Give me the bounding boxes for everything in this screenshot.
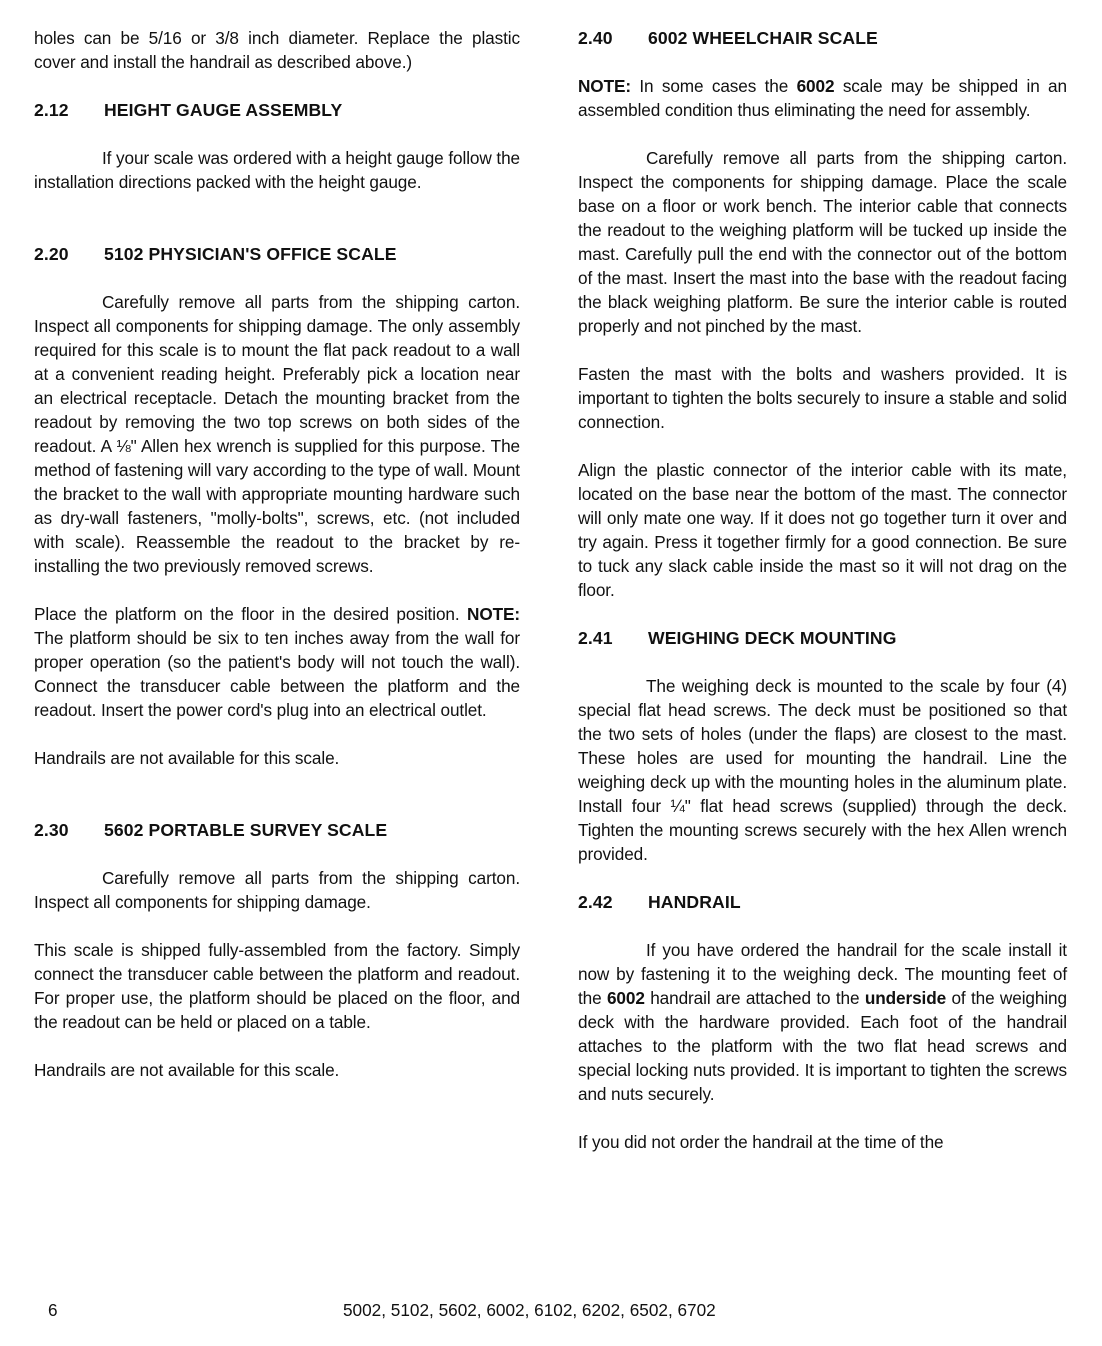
paragraph-text: If you have ordered the handrail for the scale install it now by fastening it to the weighing deck. The mounting feet of the	[578, 940, 1067, 1008]
section-2-12-heading	[34, 98, 520, 122]
height-gauge-paragraph: If your scale was ordered with a height gauge follow the installation directions packed with the height gauge.	[34, 148, 520, 192]
survey-scale-handrail-note: Handrails are not available for this scale.	[34, 1060, 340, 1080]
section-number: 2.41	[578, 628, 613, 648]
section-title: HEIGHT GAUGE ASSEMBLY	[104, 100, 343, 120]
section-number: 2.30	[34, 820, 69, 840]
paragraph-text: Place the platform on the floor in the desired position.	[34, 604, 460, 624]
page-footer	[0, 1298, 1102, 1322]
intro-paragraph: holes can be 5/16 or 3/8 inch diameter. Replace the plastic cover and install the handrail as described above.)	[34, 28, 520, 72]
left-column	[34, 26, 520, 1082]
model-list: 5002, 5102, 5602, 6002, 6102, 6202, 6502, 6702	[343, 1300, 716, 1320]
wheelchair-note-paragraph	[578, 74, 1067, 122]
section-2-20-heading	[34, 242, 520, 266]
deck-mounting-paragraph: The weighing deck is mounted to the scale by four (4) special flat head screws. The deck must be positioned so that the two sets of holes (under the flaps) are closest to the mast. These holes are used for mounting the handrail. Line the weighing deck up with the mounting holes in the aluminum plate. Install four ¼" flat head screws (supplied) through the deck. Tighten the mounting screws securely with the hex Allen wrench provided.	[578, 676, 1067, 864]
model-number: 6002	[606, 988, 645, 1008]
section-2-40-heading	[578, 26, 1067, 50]
note-label: NOTE:	[578, 76, 631, 96]
paragraph-text: scale may be shipped in an assembled condition thus eliminating the need for assembly.	[578, 76, 1067, 120]
note-label: NOTE:	[467, 604, 520, 624]
section-number: 2.12	[34, 100, 69, 120]
page-number: 6	[48, 1300, 58, 1320]
section-number: 2.20	[34, 244, 69, 264]
wheelchair-paragraph-3: Align the plastic connector of the interior cable with its mate, located on the base near the bottom of the mast. The connector will only mate one way. If it does not go together turn it over and try again. Press it together firmly for a good connection. Be sure to tuck any slack cable inside the mast so it will not drag on the floor.	[578, 460, 1067, 600]
wheelchair-paragraph-2: Fasten the mast with the bolts and washers provided. It is important to tighten the bolts securely to insure a stable and solid connection.	[578, 364, 1067, 432]
wheelchair-paragraph-1: Carefully remove all parts from the shipping carton. Inspect the components for shipping damage. Place the scale base on a floor or work bench. The interior cable that connects the readout to the weighing platform will be tucked up inside the mast. Carefully pull the end with the connector out of the bottom of the mast. Insert the mast into the base with the readout facing the black weighing platform. Be sure the interior cable is routed properly and not pinched by the mast.	[578, 148, 1067, 336]
section-title: 5102 PHYSICIAN'S OFFICE SCALE	[104, 244, 397, 264]
section-number: 2.42	[578, 892, 613, 912]
right-column	[578, 26, 1067, 1154]
section-2-30-heading	[34, 818, 520, 842]
section-title: 6002 WHEELCHAIR SCALE	[648, 28, 878, 48]
office-scale-handrail-note: Handrails are not available for this scale.	[34, 748, 340, 768]
handrail-paragraph-2: If you did not order the handrail at the time of the	[578, 1132, 944, 1152]
section-title: WEIGHING DECK MOUNTING	[648, 628, 897, 648]
paragraph-text: The platform should be six to ten inches away from the wall for proper operation (so the patient's body will not touch the wall). Connect the transducer cable between the platform and the readout. Insert the power cord's plug into an electrical outlet.	[34, 628, 520, 720]
office-scale-paragraph-1: Carefully remove all parts from the shipping carton. Inspect all components for shipping damage. The only assembly required for this scale is to mount the flat pack readout to a wall at a convenient reading height. Preferably pick a location near an electrical receptacle. Detach the mounting bracket from the readout by removing the two top screws on both sides of the readout. A ⅛" Allen hex wrench is supplied for this purpose. The method of fastening will vary according to the type of wall. Mount the bracket to the wall with appropriate mounting hardware such as dry-wall fasteners, "molly-bolts", screws, etc. (not included with scale). Reassemble the readout to the bracket by re-installing the two previously removed screws.	[34, 292, 520, 576]
paragraph-text: of the weighing deck with the hardware provided. Each foot of the handrail attaches to the platform with the two flat head screws and special locking nuts provided. It is important to tighten the screws and nuts securely.	[578, 988, 1067, 1104]
paragraph-text: In some cases the	[639, 76, 789, 96]
section-title: 5602 PORTABLE SURVEY SCALE	[104, 820, 388, 840]
survey-scale-paragraph-1: Carefully remove all parts from the shipping carton. Inspect all components for shipping damage.	[34, 868, 520, 912]
section-2-42-heading	[578, 890, 1067, 914]
section-title: HANDRAIL	[648, 892, 741, 912]
survey-scale-paragraph-2: This scale is shipped fully-assembled from the factory. Simply connect the transducer cable between the platform and readout. For proper use, the platform should be placed on the floor, and the readout can be held or placed on a table.	[34, 940, 520, 1032]
model-number: 6002	[796, 76, 835, 96]
underside-emphasis: underside	[864, 988, 947, 1008]
section-number: 2.40	[578, 28, 613, 48]
office-scale-paragraph-2	[34, 602, 520, 722]
section-2-41-heading	[578, 626, 1067, 650]
handrail-paragraph-1	[578, 938, 1067, 1106]
paragraph-text: handrail are attached to the	[650, 988, 860, 1008]
